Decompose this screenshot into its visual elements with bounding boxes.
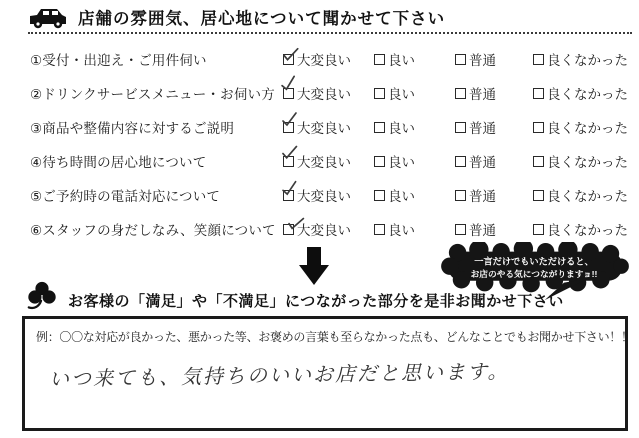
question-label: ③商品や整備内容に対するご説明	[30, 121, 235, 136]
checkbox[interactable]	[533, 190, 544, 201]
checkbox[interactable]	[455, 190, 466, 201]
survey-row	[0, 42, 639, 76]
section1-title: 店舗の雰囲気、居心地について聞かせて下さい	[78, 10, 446, 28]
option-label: 良くなかった	[547, 223, 628, 238]
option-excellent	[283, 151, 374, 171]
checkbox[interactable]	[533, 156, 544, 167]
section2-title: お客様の「満足」や「不満足」につながった部分を是非お聞かせ下さい	[68, 292, 564, 310]
option-label: 良くなかった	[547, 155, 628, 170]
handwritten-answer: いつ来ても、気持ちのいいお店だと思います。	[48, 358, 510, 392]
checkbox[interactable]	[455, 224, 466, 235]
checkbox[interactable]	[455, 88, 466, 99]
option-average	[455, 219, 533, 239]
option-label: 普通	[469, 53, 496, 68]
checkbox[interactable]	[455, 122, 466, 133]
question-label: ②ドリンクサービスメニュー・お伺い方	[30, 87, 275, 102]
option-not-good	[533, 117, 639, 137]
question-label: ①受付・出迎え・ご用件伺い	[30, 53, 207, 68]
option-label: 普通	[469, 223, 496, 238]
checkbox[interactable]	[533, 122, 544, 133]
option-good	[374, 117, 455, 137]
option-excellent	[283, 117, 374, 137]
option-label: 大変良い	[297, 155, 351, 170]
option-label: 良くなかった	[547, 189, 628, 204]
checkbox[interactable]	[374, 122, 385, 133]
option-label: 良い	[388, 53, 415, 68]
checkbox[interactable]	[283, 54, 294, 65]
checkbox[interactable]	[283, 190, 294, 201]
checkbox[interactable]	[374, 156, 385, 167]
callout-line2: お店のやる気につながりますョ!!	[470, 268, 598, 279]
survey-row	[0, 212, 639, 246]
checkbox[interactable]	[374, 190, 385, 201]
option-not-good	[533, 151, 639, 171]
option-label: 良くなかった	[547, 87, 628, 102]
option-label: 大変良い	[297, 87, 351, 102]
section2-header	[25, 280, 564, 314]
checkbox[interactable]	[283, 88, 294, 99]
option-label: 普通	[469, 155, 496, 170]
check-mark-icon	[281, 112, 298, 129]
option-average	[455, 83, 533, 103]
option-good	[374, 185, 455, 205]
option-label: 良くなかった	[547, 121, 628, 136]
option-not-good	[533, 185, 639, 205]
option-excellent	[283, 49, 374, 69]
checkbox[interactable]	[283, 156, 294, 167]
option-label: 大変良い	[297, 189, 351, 204]
option-label: 大変良い	[297, 223, 351, 238]
callout-line1: 一言だけでもいただけると、	[474, 256, 594, 267]
section1-header	[28, 5, 445, 29]
checkbox[interactable]	[374, 88, 385, 99]
option-not-good	[533, 83, 639, 103]
option-excellent	[283, 83, 374, 103]
option-label: 良い	[388, 223, 415, 238]
checkbox[interactable]	[533, 54, 544, 65]
option-not-good	[533, 219, 639, 239]
option-label: 良い	[388, 121, 415, 136]
question-list	[0, 42, 639, 246]
question-label: ⑤ご予約時の電話対応について	[30, 189, 221, 204]
option-good	[374, 219, 455, 239]
checkbox[interactable]	[374, 54, 385, 65]
checkbox[interactable]	[455, 54, 466, 65]
check-mark-icon	[280, 144, 298, 162]
survey-row	[0, 144, 639, 178]
option-excellent	[283, 185, 374, 205]
option-excellent	[283, 219, 374, 239]
comment-box[interactable]	[22, 316, 633, 431]
question-label: ④待ち時間の居心地について	[30, 155, 207, 170]
option-label: 普通	[469, 189, 496, 204]
survey-row	[0, 76, 639, 110]
option-label: 大変良い	[297, 53, 351, 68]
option-good	[374, 49, 455, 69]
dotted-divider	[28, 31, 632, 34]
option-average	[455, 185, 533, 205]
checkbox[interactable]	[283, 122, 294, 133]
car-icon	[28, 5, 68, 29]
checkbox[interactable]	[374, 224, 385, 235]
survey-row	[0, 178, 639, 212]
option-label: 良くなかった	[547, 53, 628, 68]
option-label: 良い	[388, 189, 415, 204]
checkbox[interactable]	[455, 156, 466, 167]
option-label: 良い	[388, 87, 415, 102]
checkbox[interactable]	[533, 88, 544, 99]
option-average	[455, 151, 533, 171]
option-average	[455, 49, 533, 69]
example-text: 例：〇〇な対応が良かった、悪かった等、お褒めの言葉も至らなかった点も、どんなことでもお聞かせ下さい！！	[36, 330, 633, 344]
option-label: 普通	[469, 121, 496, 136]
option-good	[374, 151, 455, 171]
clover-icon	[25, 280, 59, 314]
checkbox[interactable]	[283, 224, 294, 235]
option-not-good	[533, 49, 639, 69]
option-good	[374, 83, 455, 103]
option-label: 良い	[388, 155, 415, 170]
check-mark-icon	[281, 180, 299, 198]
option-average	[455, 117, 533, 137]
question-label: ⑥スタッフの身だしなみ、笑顔について	[30, 223, 276, 238]
checkbox[interactable]	[533, 224, 544, 235]
survey-row	[0, 110, 639, 144]
option-label: 普通	[469, 87, 496, 102]
option-label: 大変良い	[297, 121, 351, 136]
